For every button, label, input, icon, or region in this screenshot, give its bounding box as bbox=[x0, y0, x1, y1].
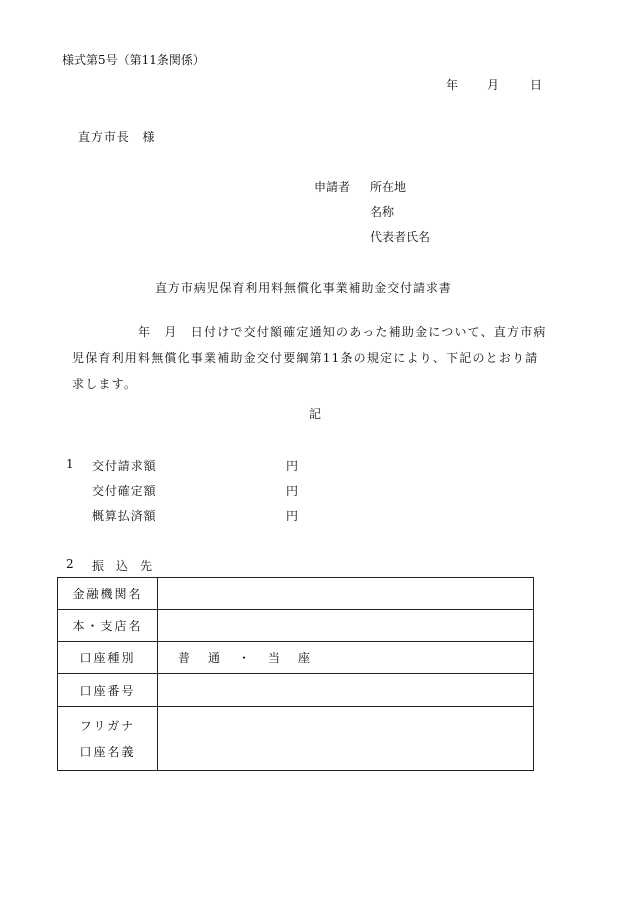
applicant-representative-label: 代表者氏名 bbox=[370, 230, 431, 244]
body-line-3: 求します。 bbox=[72, 377, 138, 391]
account-holder-label-cell bbox=[58, 707, 158, 771]
applicant-address-label: 所在地 bbox=[370, 180, 407, 194]
bank-name-field[interactable] bbox=[158, 578, 534, 610]
prepaid-amount-unit: 円 bbox=[286, 509, 299, 523]
section1-number: 1 bbox=[66, 457, 74, 471]
date-year: 年 bbox=[446, 78, 459, 92]
date-month: 月 bbox=[487, 78, 500, 92]
transfer-destination-label: 振 込 先 bbox=[92, 559, 153, 573]
confirmed-amount-unit: 円 bbox=[286, 484, 299, 498]
branch-name-field[interactable] bbox=[158, 610, 534, 642]
branch-name-label: 本・支店名 bbox=[58, 610, 158, 642]
request-amount-unit: 円 bbox=[286, 459, 299, 473]
body-line-2: 児保育利用料無償化事業補助金交付要綱第11条の規定により、下記のとおり請 bbox=[72, 351, 539, 365]
section2-number: 2 bbox=[66, 557, 74, 571]
furigana-label: フリガナ bbox=[79, 718, 136, 733]
applicant-name-label: 名称 bbox=[370, 205, 395, 219]
table-row bbox=[58, 674, 534, 707]
table-row bbox=[58, 578, 534, 610]
note-heading: 記 bbox=[309, 407, 322, 421]
bank-account-table bbox=[57, 577, 534, 771]
table-row bbox=[58, 610, 534, 642]
confirmed-amount-label: 交付確定額 bbox=[92, 484, 157, 498]
bank-name-label: 金融機関名 bbox=[58, 578, 158, 610]
table-row bbox=[58, 707, 534, 771]
applicant-label: 申請者 bbox=[314, 180, 351, 194]
body-paragraph bbox=[72, 319, 592, 397]
account-number-label: 口座番号 bbox=[58, 674, 158, 707]
account-type-label: 口座種別 bbox=[58, 642, 158, 674]
account-holder-field[interactable] bbox=[158, 707, 534, 771]
form-number: 様式第5号（第11条関係） bbox=[62, 53, 205, 67]
addressee: 直方市長 様 bbox=[78, 130, 156, 144]
body-line-1: 年 月 日付けで交付額確定通知のあった補助金について、直方市病 bbox=[72, 325, 547, 339]
date-day: 日 bbox=[530, 78, 543, 92]
prepaid-amount-label: 概算払済額 bbox=[92, 509, 157, 523]
account-number-field[interactable] bbox=[158, 674, 534, 707]
account-holder-label: 口座名義 bbox=[79, 744, 136, 759]
request-amount-label: 交付請求額 bbox=[92, 459, 157, 473]
account-type-field[interactable]: 普 通 ・ 当 座 bbox=[158, 642, 534, 674]
table-row bbox=[58, 642, 534, 674]
document-title: 直方市病児保育利用料無償化事業補助金交付請求書 bbox=[155, 281, 452, 295]
